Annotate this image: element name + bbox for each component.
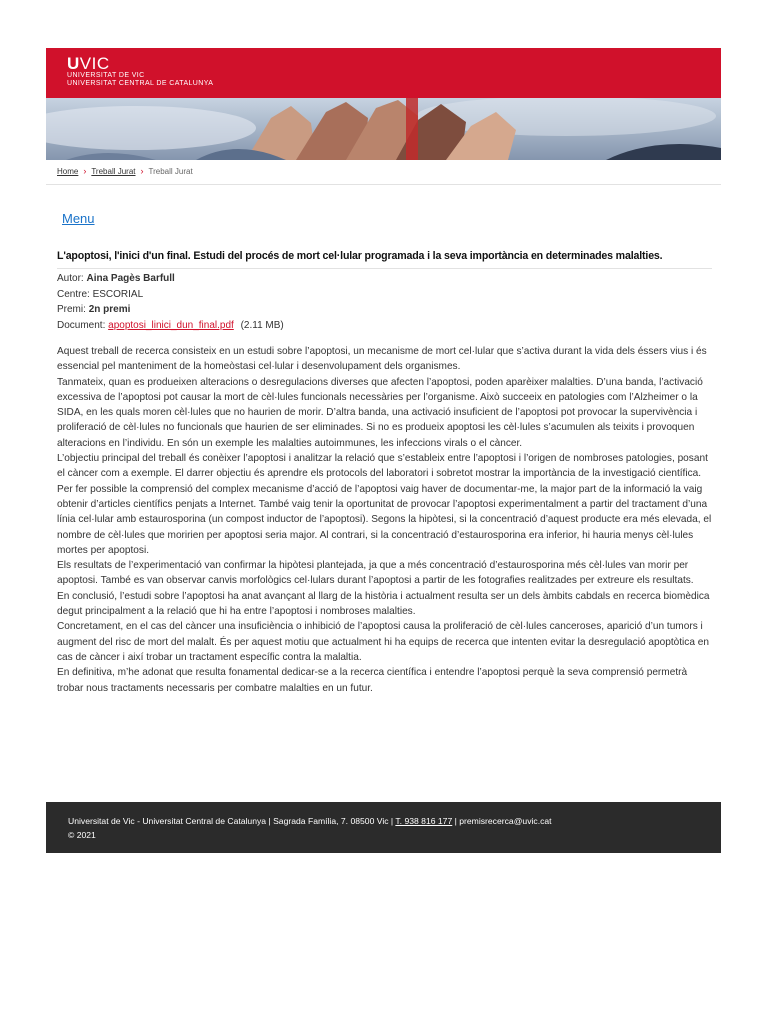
chevron-right-icon: › xyxy=(83,166,87,176)
author-label: Autor: xyxy=(57,273,84,284)
document-label: Document: xyxy=(57,319,106,331)
footer-copyright: © 2021 xyxy=(68,830,96,840)
prize-row xyxy=(57,302,284,318)
footer-phone-link[interactable]: T. 938 816 177 xyxy=(395,816,453,826)
hero-banner-image xyxy=(46,98,721,160)
centre-name: ESCORIAL xyxy=(92,288,144,300)
breadcrumb-section-link[interactable]: Treball Jurat xyxy=(91,166,136,176)
breadcrumb-home-link[interactable]: Home xyxy=(57,166,79,176)
footer-contact-line xyxy=(68,814,552,828)
footer-text xyxy=(68,814,552,842)
article-paragraph: En conclusió, l’estudi sobre l’apoptosi ha anat avançant al llarg de la història i actualment resulta ser un dels àmbits cabdals en recerca biomèdica degut principalment a la relació que hi ha entre l’apoptosi i nombroses malalties. xyxy=(57,590,710,618)
menu-toggle-link[interactable]: Menu xyxy=(62,211,95,226)
article-paragraph: Concretament, en el cas del càncer una insuficiència o inhibició de l’apoptosi causa la proliferació de cèl·lules canceroses, aparició d’un tumors i augment del risc de mort del malalt. És per aquest motiu que actualment hi ha equips de recerca que intenten evitar la desregulació apoptòtica en cas de càncer i així trobar un tractament específic contra la malaltia. xyxy=(57,621,709,663)
chevron-right-icon: › xyxy=(140,166,144,176)
article-title: L'apoptosi, l'inici d'un final. Estudi del procés de mort cel·lular programada i la seva importància en determinades malalties. xyxy=(57,250,663,262)
article-paragraph: Aquest treball de recerca consisteix en un estudi sobre l’apoptosi, un mecanisme de mort cel·lular que s’activa durant la vida dels éssers vius i és essencial pel manteniment de la homeòstasi cel·lular i desenvolupament dels organismes. xyxy=(57,346,707,373)
article-paragraph: Tanmateix, quan es produeixen alteracions o desregulacions diverses que afecten l’apoptosi, poden aparèixer malalties. D’una banda, l’activació excessiva de l’apoptosi pot causar la mort de cèl·lules funcionals necessàries per l’organisme. Això succeeix en patologies com l’Alzheimer o la SIDA, en les quals moren cèl·lules que no haurien de morir. D’altra banda, una activació insuficient de l’apoptosi pot provocar la supervivència i proliferació de cèl·lules no funcionals que haurien de ser eliminades. Si no es produeix apoptosi les cèl·lules s’acumulen als teixits i provoquen alteracions en l’individu. En són un exemple les malalties autoimmunes, les infeccions virals o el càncer. xyxy=(57,376,703,449)
article-paragraph: Els resultats de l’experimentació van confirmar la hipòtesi plantejada, ja que a més concentració d’estaurosporina més cèl·lules van morir per apoptosi. També es van observar canvis morfològics cel·lulars durant l’apoptosi a partir de les fotografies realitzades per extreure els resultats. xyxy=(57,560,694,587)
site-footer xyxy=(46,802,721,853)
site-header xyxy=(46,48,721,160)
logo-line-1: UNIVERSITAT DE VIC xyxy=(67,72,145,79)
article-meta xyxy=(57,271,284,333)
author-name: Aina Pagès Barfull xyxy=(86,273,175,284)
centre-label: Centre: xyxy=(57,288,90,300)
divider xyxy=(46,184,721,185)
article-paragraph: En definitiva, m’he adonat que resulta fonamental dedicar-se a la recerca científica i entendre l’apoptosi perquè la seva comprensió permetrà trobar nous tractaments necessaris per combatre malalties en un futur. xyxy=(57,667,688,694)
footer-email: | premisrecerca@uvic.cat xyxy=(454,816,552,826)
document-size: (2.11 MB) xyxy=(240,319,284,331)
article-paragraph: L’objectiu principal del treball és conèixer l’apoptosi i analitzar la relació que s’estableix entre l’apoptosi i l’origen de nombroses patologies, posant el càncer com a exemple. El darrer objectiu és aprendre els protocols del laboratori i sobretot mostrar la importància de la investigació científica. xyxy=(57,453,708,480)
logo-wordmark: UVIC xyxy=(67,54,110,73)
prize-label: Premi: xyxy=(57,304,86,315)
divider xyxy=(57,268,712,269)
article-paragraph: Per fer possible la comprensió del complex mecanisme d’acció de l’apoptosi vaig haver de documentar-me, la major part de la informació la vaig obtenir d’articles científics penjats a Internet. També vaig tenir la oportunitat de provocar l’apoptosi experimentalment a partir del tractament d’una línia cel·lular amb estaurosporina (un compost inductor de l’apoptosi). Segons la hipòtesi, si la concentració d’aquest producte era més elevada, el nombre de cèl·lules que moririen per apoptosi seria major. Al contrari, si la concentració d’estaurosporina era inferior, hi hauria menys cèl·lules mortes per apoptosi. xyxy=(57,483,712,556)
footer-address: Universitat de Vic - Universitat Central de Catalunya | Sagrada Família, 7. 08500 Vic | xyxy=(68,816,394,826)
breadcrumb-current: Treball Jurat xyxy=(148,166,193,176)
breadcrumb xyxy=(57,166,193,176)
prize-value: 2n premi xyxy=(88,304,131,315)
centre-row xyxy=(57,287,284,303)
brand-bar xyxy=(46,48,721,98)
uvic-logo[interactable] xyxy=(67,56,213,88)
article-body xyxy=(57,344,712,696)
logo-line-2: UNIVERSITAT CENTRAL DE CATALUNYA xyxy=(67,80,214,87)
document-download-link[interactable]: apoptosi_linici_dun_final.pdf xyxy=(108,319,234,331)
author-row xyxy=(57,271,284,287)
hero-illustration xyxy=(46,98,721,160)
document-row xyxy=(57,318,284,334)
